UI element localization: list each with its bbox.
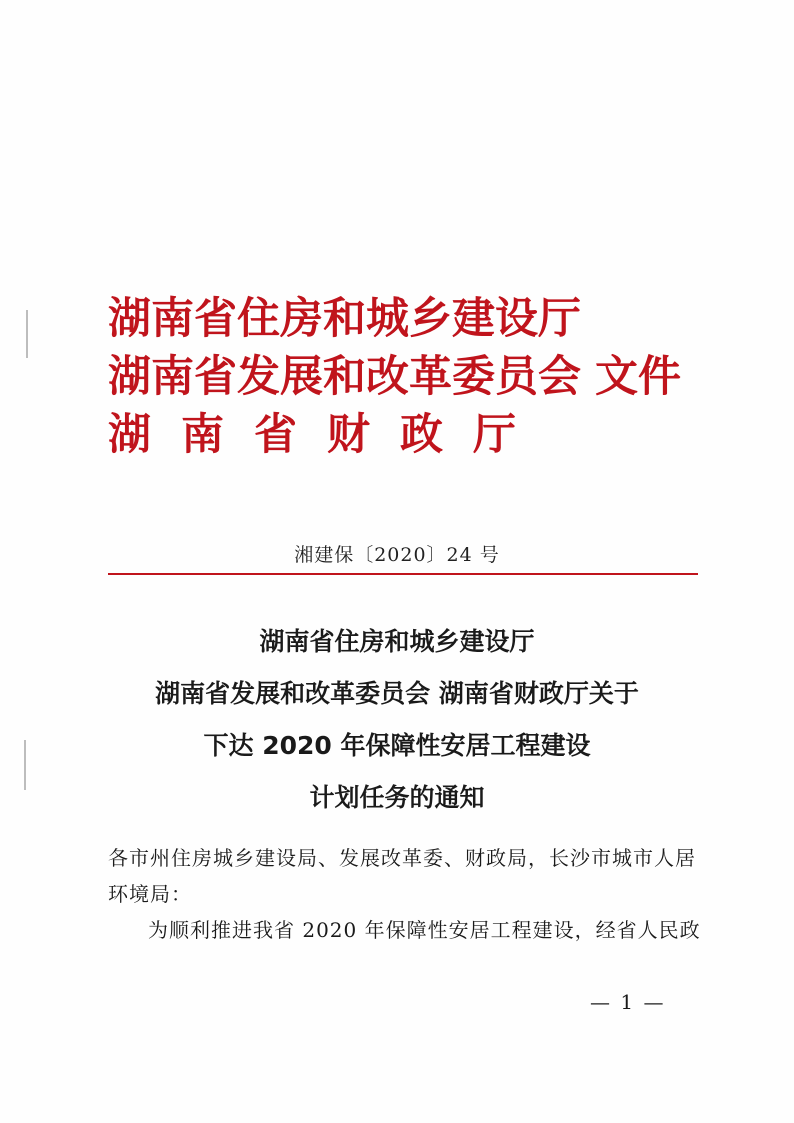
document-body bbox=[108, 840, 701, 948]
scan-artifact-mark bbox=[26, 310, 28, 358]
page-number: — 1 — bbox=[590, 990, 666, 1014]
title-line-3: 下达 2020 年保障性安居工程建设 bbox=[203, 731, 591, 760]
letterhead-line-2-text: 湖南省发展和改革委员会 bbox=[108, 352, 581, 402]
paragraph-1: 为顺利推进我省 2020 年保障性安居工程建设，经省人民政 bbox=[148, 918, 701, 942]
red-letterhead bbox=[108, 290, 708, 464]
title-line-2: 湖南省发展和改革委员会 湖南省财政厅关于 bbox=[155, 679, 639, 708]
red-divider-line bbox=[108, 573, 698, 575]
letterhead-line-3: 湖南省财政厅 bbox=[108, 410, 546, 460]
addressee bbox=[108, 840, 698, 912]
title-line-1: 湖南省住房和城乡建设厅 bbox=[259, 627, 535, 656]
addressee-line-2: 环境局： bbox=[108, 882, 192, 906]
letterhead-line-1: 湖南省住房和城乡建设厅 bbox=[108, 294, 581, 344]
letterhead-line-2 bbox=[108, 348, 708, 406]
document-number: 湘建保〔2020〕24 号 bbox=[294, 544, 500, 566]
title-line-4: 计划任务的通知 bbox=[309, 783, 485, 812]
addressee-line-1: 各市州住房城乡建设局、发展改革委、财政局，长沙市城市人居 bbox=[108, 846, 696, 870]
document-title bbox=[0, 616, 794, 824]
letterhead-suffix: 文件 bbox=[595, 352, 681, 402]
